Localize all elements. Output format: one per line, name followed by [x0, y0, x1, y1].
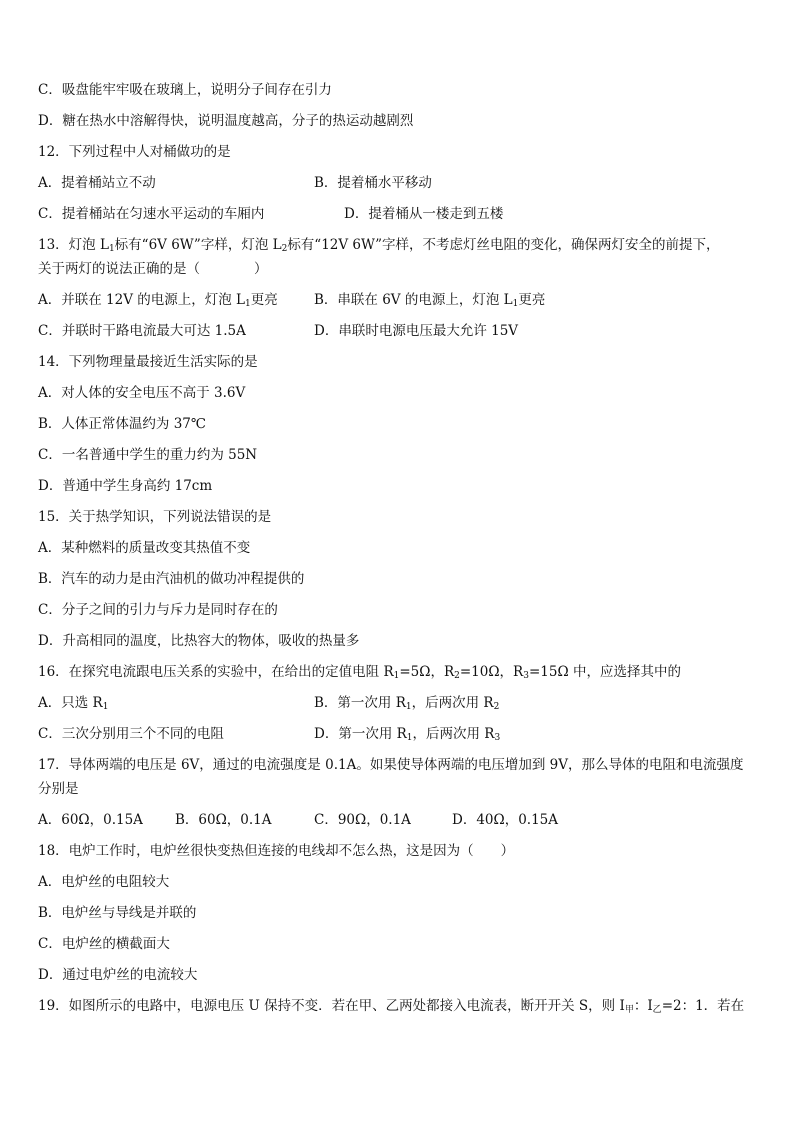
q16-option-c: C．三次分别用三个不同的电阻: [38, 726, 224, 742]
q11-option-c-text: C．吸盘能牢牢吸在玻璃上，说明分子间存在引力: [38, 82, 332, 98]
q15-option-b: [38, 569, 762, 600]
q15-option-d-text: D．升高相同的温度，比热容大的物体，吸收的热量多: [38, 633, 360, 649]
q16-option-b: [314, 693, 499, 713]
q15-stem: [38, 507, 762, 538]
q19-stem-part2: ：I: [633, 998, 653, 1014]
q14-option-a-text: A．对人体的安全电压不高于 3.6V: [38, 385, 246, 401]
q13-stem-sub1: 1: [108, 244, 115, 254]
q18-option-c: [38, 934, 762, 965]
q12-options-row1: [38, 173, 762, 204]
q13-option-b-sub: 1: [512, 299, 519, 309]
q17-option-c: C．90Ω，0.1A: [314, 812, 411, 828]
q15-option-a-text: A．某种燃料的质量改变其热值不变: [38, 540, 251, 556]
q13-options-row2: [38, 321, 762, 352]
q11-option-d: [38, 111, 762, 142]
q16-stem-part4: =15Ω 中，应选择其中的: [528, 664, 681, 680]
q13-stem-part2: 标有“6V 6W”字样，灯泡 L: [114, 237, 282, 253]
q12-option-a: A．提着桶站立不动: [38, 175, 156, 191]
q16-option-d-part2: ，后两次用 R: [412, 726, 495, 742]
q16-option-a-sub: 1: [102, 702, 109, 712]
q16-option-d-sub1: 1: [406, 733, 413, 743]
q16-option-b-part1: B．第一次用 R: [314, 695, 406, 711]
q13-stem-part1: 13．灯泡 L: [38, 237, 109, 253]
q15-option-d: [38, 631, 762, 662]
exam-page: [38, 80, 762, 1027]
q11-option-d-text: D．糖在热水中溶解得快，说明温度越高，分子的热运动越剧烈: [38, 113, 414, 129]
q14-option-b-text: B．人体正常体温约为 37℃: [38, 416, 206, 432]
q18-option-d-text: D．通过电炉丝的电流较大: [38, 967, 198, 983]
q13-options-row1: [38, 290, 762, 321]
q16-option-b-part2: ，后两次用 R: [411, 695, 494, 711]
q15-option-b-text: B．汽车的动力是由汽油机的做功冲程提供的: [38, 571, 305, 587]
q12-option-b: B．提着桶水平移动: [314, 175, 432, 191]
q14-stem-text: 14．下列物理量最接近生活实际的是: [38, 354, 258, 370]
q14-option-b: [38, 414, 762, 445]
q13-option-b-part1: B．串联在 6V 的电源上，灯泡 L: [314, 292, 513, 308]
q17-stem-line1: [38, 755, 762, 779]
q14-option-a: [38, 383, 762, 414]
q19-stem-part1: 19．如图所示的电路中，电源电压 U 保持不变．若在甲、乙两处都接入电流表，断开开关 S，则 I: [38, 998, 625, 1014]
q12-option-c: C．提着桶站在匀速水平运动的车厢内: [38, 206, 265, 222]
q16-option-d-sub2: 3: [494, 733, 501, 743]
q12-options-row2: [38, 204, 762, 235]
q17-option-a: A．60Ω，0.15A: [38, 812, 143, 828]
q18-option-c-text: C．电炉丝的横截面大: [38, 936, 170, 952]
q19-stem: [38, 996, 762, 1027]
q17-option-d: D．40Ω，0.15A: [452, 812, 559, 828]
q12-stem-text: 12．下列过程中人对桶做功的是: [38, 144, 231, 160]
q14-stem: [38, 352, 762, 383]
q16-stem-part3: =10Ω，R: [459, 664, 524, 680]
q11-option-c: [38, 80, 762, 111]
q16-stem-sub2: 2: [454, 671, 460, 681]
q18-option-a: [38, 872, 762, 903]
q12-stem: [38, 142, 762, 173]
q13-option-a-part1: A．并联在 12V 的电源上，灯泡 L: [38, 292, 246, 308]
q18-stem: [38, 841, 762, 872]
q13-option-b-part2: 更亮: [518, 292, 546, 308]
q16-option-a: [38, 693, 108, 713]
q13-option-a-sub: 1: [245, 299, 251, 309]
q16-option-b-sub1: 1: [405, 702, 412, 712]
q16-stem-part1: 16．在探究电流跟电压关系的实验中，在给出的定值电阻 R: [38, 664, 394, 680]
q15-stem-text: 15．关于热学知识，下列说法错误的是: [38, 509, 272, 525]
q13-option-a-part2: 更亮: [250, 292, 278, 308]
q13-option-a: [38, 290, 278, 310]
q13-stem-line2: [38, 259, 762, 290]
q18-option-b-text: B．电炉丝与导线是并联的: [38, 905, 197, 921]
q19-stem-part3: =2：1．若在: [661, 998, 745, 1014]
q16-options-row2: [38, 724, 762, 755]
q17-stem-line2: [38, 779, 762, 810]
q13-stem-part3: 标有“12V 6W”字样，不考虑灯丝电阻的变化，确保两灯安全的前提下，: [287, 237, 720, 253]
q17-option-b: B．60Ω，0.1A: [175, 812, 272, 828]
q16-options-row1: [38, 693, 762, 724]
q17-options-row: [38, 810, 762, 841]
q13-stem-sub2: 2: [281, 244, 288, 254]
q12-option-d: D．提着桶从一楼走到五楼: [344, 206, 504, 222]
q16-option-a-text: A．只选 R: [38, 695, 103, 711]
q14-option-d: [38, 476, 762, 507]
q15-option-a: [38, 538, 762, 569]
q14-option-c: [38, 445, 762, 476]
q14-option-d-text: D．普通中学生身高约 17cm: [38, 478, 213, 494]
q13-option-d: D．串联时电源电压最大允许 15V: [314, 323, 519, 339]
q13-stem-line1: [38, 235, 762, 259]
q13-option-b: [314, 290, 545, 310]
q17-stem-line2-text: 分别是: [38, 781, 79, 797]
q14-option-c-text: C．一名普通中学生的重力约为 55N: [38, 447, 258, 463]
q13-option-c: C．并联时干路电流最大可达 1.5A: [38, 323, 246, 339]
q16-option-b-sub2: 2: [493, 702, 500, 712]
q13-stem-line2-text: 关于两灯的说法正确的是（ ）: [38, 261, 268, 277]
q19-stem-sub1: 甲: [624, 1005, 634, 1015]
q16-stem: [38, 662, 762, 693]
q16-stem-sub3: 3: [523, 671, 529, 681]
q18-option-d: [38, 965, 762, 996]
q15-option-c-text: C．分子之间的引力与斥力是同时存在的: [38, 602, 278, 618]
q16-stem-part2: =5Ω，R: [399, 664, 455, 680]
q16-option-d: [314, 724, 500, 744]
q18-stem-text: 18．电炉工作时，电炉丝很快变热但连接的电线却不怎么热，这是因为（ ）: [38, 843, 515, 859]
q19-stem-sub2: 乙: [652, 1005, 662, 1015]
q18-option-b: [38, 903, 762, 934]
q15-option-c: [38, 600, 762, 631]
q17-stem-line1-text: 17．导体两端的电压是 6V，通过的电流强度是 0.1A。如果使导体两端的电压增加到 9V，那么导体的电阻和电流强度: [38, 757, 744, 773]
q18-option-a-text: A．电炉丝的电阻较大: [38, 874, 170, 890]
q16-stem-sub1: 1: [393, 671, 400, 681]
q16-option-d-part1: D．第一次用 R: [314, 726, 407, 742]
